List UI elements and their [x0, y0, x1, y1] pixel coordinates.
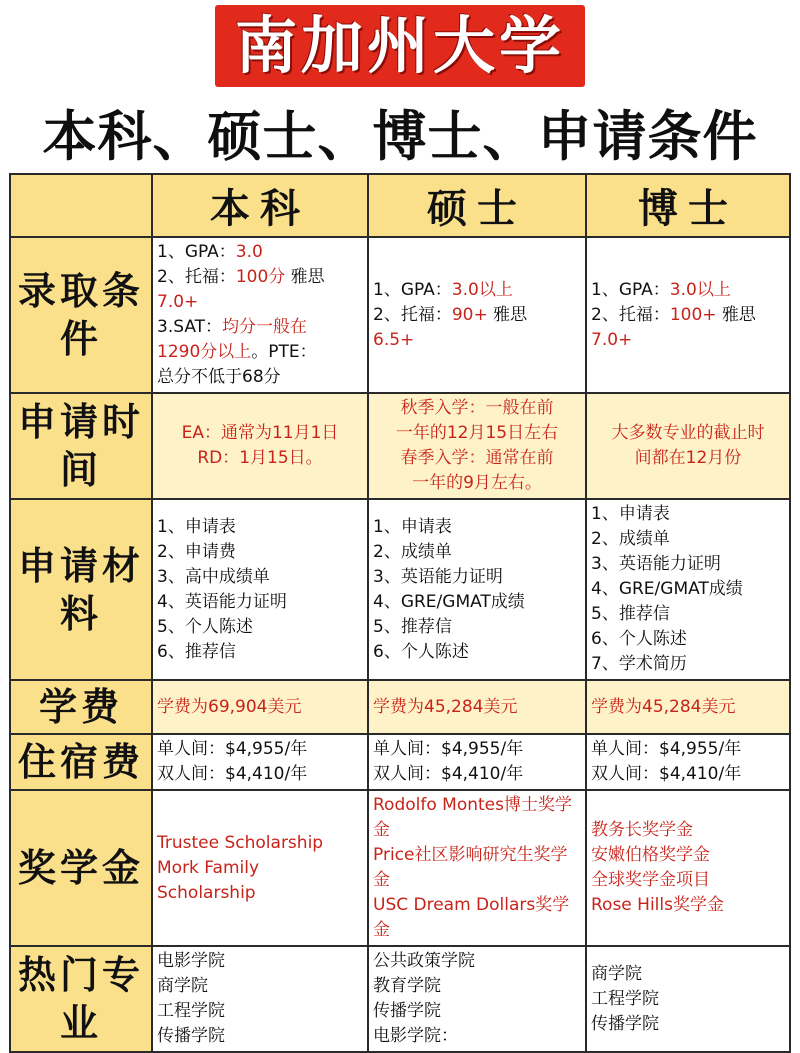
- list-item: 传播学院: [591, 1013, 659, 1034]
- text-red: 均分一般在: [222, 317, 308, 337]
- list-item: 5、个人陈述: [157, 616, 253, 637]
- list-item: 传播学院: [157, 1026, 225, 1046]
- list-item: 单人间：$4,955/年: [591, 739, 742, 759]
- housing-phd: [586, 734, 790, 790]
- list-item: Mork Family: [157, 857, 260, 878]
- text-red: 100分: [235, 267, 286, 287]
- list-item: 3、高中成绩单: [157, 566, 270, 587]
- text: 1、GPA：: [157, 242, 236, 262]
- majors-master: [368, 946, 586, 1052]
- header-corner: [10, 174, 152, 237]
- list-item: 教务长奖学金: [591, 820, 693, 840]
- row-materials: [10, 499, 790, 680]
- text-red: 春季入学：通常在前: [400, 448, 554, 468]
- row-label-housing: 住宿费: [10, 734, 152, 790]
- timeline-undergrad: [152, 393, 368, 499]
- list-item: 电影学院: [157, 951, 225, 971]
- text: 总分不低于68分: [157, 367, 281, 387]
- text-red: 90+: [451, 304, 488, 325]
- row-label-timeline: 申请时间: [10, 393, 152, 499]
- list-item: 2、成绩单: [373, 541, 452, 562]
- list-item: 6、个人陈述: [373, 641, 469, 662]
- text-red: 秋季入学：一般在前: [400, 398, 554, 418]
- list-item: 工程学院: [591, 988, 659, 1009]
- list-item: 4、英语能力证明: [157, 591, 287, 612]
- list-item: 教育学院: [373, 976, 441, 996]
- text-red: 3.0以上: [669, 279, 731, 300]
- row-tuition: [10, 680, 790, 734]
- list-item: 4、GRE/GMAT成绩: [373, 591, 525, 612]
- housing-master: [368, 734, 586, 790]
- text-red: RD：1月15日。: [197, 448, 323, 468]
- list-item: Price社区影响研究生奖学金: [373, 845, 568, 890]
- list-item: Scholarship: [157, 882, 256, 903]
- list-item: 双人间：$4,410/年: [373, 764, 524, 784]
- row-majors: [10, 946, 790, 1052]
- scholarship-phd: [586, 790, 790, 946]
- list-item: 7、学术简历: [591, 654, 687, 674]
- tuition-phd: 学费为45,284美元: [586, 680, 790, 734]
- timeline-phd: [586, 393, 790, 499]
- list-item: 3、英语能力证明: [373, 566, 503, 587]
- text: 雅思: [285, 267, 325, 287]
- text-red: 间都在12月份: [634, 448, 742, 468]
- text-red: 100+: [669, 304, 717, 325]
- header-master: 硕士: [368, 174, 586, 237]
- list-item: 2、申请费: [157, 541, 236, 562]
- text: 2、托福：: [373, 304, 452, 325]
- list-item: 双人间：$4,410/年: [157, 764, 308, 784]
- list-item: 2、成绩单: [591, 529, 670, 549]
- text-red: 7.0+: [157, 292, 199, 312]
- text-red: 一年的9月左右。: [412, 473, 542, 493]
- row-admission: [10, 237, 790, 393]
- admission-master: [368, 237, 586, 393]
- housing-undergrad: [152, 734, 368, 790]
- list-item: 5、推荐信: [373, 616, 452, 637]
- list-item: 5、推荐信: [591, 604, 670, 624]
- scholarship-master: [368, 790, 586, 946]
- tuition-undergrad: 学费为69,904美元: [152, 680, 368, 734]
- list-item: 6、推荐信: [157, 641, 236, 662]
- list-item: 3、英语能力证明: [591, 554, 721, 574]
- text: 雅思: [716, 304, 756, 325]
- timeline-master: [368, 393, 586, 499]
- text-red: 3.0以上: [451, 279, 513, 300]
- materials-phd: [586, 499, 790, 680]
- list-item: 单人间：$4,955/年: [157, 739, 308, 759]
- list-item: 1、申请表: [591, 504, 670, 524]
- page-subtitle: 本科、硕士、博士、申请条件: [42, 104, 758, 168]
- list-item: 传播学院: [373, 1001, 441, 1021]
- admission-phd: [586, 237, 790, 393]
- row-label-admission: 录取条件: [10, 237, 152, 393]
- requirements-table: [9, 173, 791, 1053]
- page-title: 南加州大学: [215, 5, 585, 87]
- list-item: 双人间：$4,410/年: [591, 764, 742, 784]
- list-item: 1、申请表: [373, 516, 452, 537]
- list-item: 6、个人陈述: [591, 629, 687, 649]
- admission-undergrad: [152, 237, 368, 393]
- list-item: 公共政策学院: [373, 951, 475, 971]
- text: 。PTE：: [251, 342, 317, 362]
- text: 1、GPA：: [373, 279, 452, 300]
- row-label-scholarship: 奖学金: [10, 790, 152, 946]
- materials-master: [368, 499, 586, 680]
- text-red: 6.5+: [373, 329, 415, 350]
- text-red: 大多数专业的截止时: [611, 423, 765, 443]
- list-item: 1、申请表: [157, 516, 236, 537]
- text: 1、GPA：: [591, 279, 670, 300]
- tuition-master: 学费为45,284美元: [368, 680, 586, 734]
- list-item: 4、GRE/GMAT成绩: [591, 579, 743, 599]
- row-label-tuition: 学费: [10, 680, 152, 734]
- scholarship-undergrad: [152, 790, 368, 946]
- text-red: EA：通常为11月1日: [181, 423, 339, 443]
- text-red: 1290分以上: [157, 342, 252, 362]
- list-item: 全球奖学金项目: [591, 870, 710, 890]
- materials-undergrad: [152, 499, 368, 680]
- text: 3.SAT：: [157, 317, 223, 337]
- text-red: 3.0: [235, 242, 263, 262]
- list-item: 电影学院：: [373, 1026, 458, 1046]
- header-phd: 博士: [586, 174, 790, 237]
- list-item: 工程学院: [157, 1001, 225, 1021]
- list-item: 商学院: [157, 976, 208, 996]
- row-scholarship: [10, 790, 790, 946]
- title-area: [0, 0, 800, 92]
- row-label-materials: 申请材料: [10, 499, 152, 680]
- list-item: USC Dream Dollars奖学金: [373, 895, 570, 940]
- row-label-majors: 热门专业: [10, 946, 152, 1052]
- list-item: 安嫩伯格奖学金: [591, 845, 710, 865]
- list-item: Rose Hills奖学金: [591, 895, 724, 915]
- text: 2、托福：: [157, 267, 236, 287]
- majors-phd: [586, 946, 790, 1052]
- list-item: 单人间：$4,955/年: [373, 739, 524, 759]
- header-undergrad: 本科: [152, 174, 368, 237]
- list-item: 商学院: [591, 963, 642, 984]
- text: 雅思: [487, 304, 528, 325]
- header-row: [10, 174, 790, 237]
- text-red: 7.0+: [591, 329, 633, 350]
- row-housing: [10, 734, 790, 790]
- text: 2、托福：: [591, 304, 670, 325]
- row-timeline: [10, 393, 790, 499]
- majors-undergrad: [152, 946, 368, 1052]
- list-item: Rodolfo Montes博士奖学金: [373, 795, 572, 840]
- text-red: 一年的12月15日左右: [395, 423, 559, 443]
- list-item: Trustee Scholarship: [157, 832, 324, 853]
